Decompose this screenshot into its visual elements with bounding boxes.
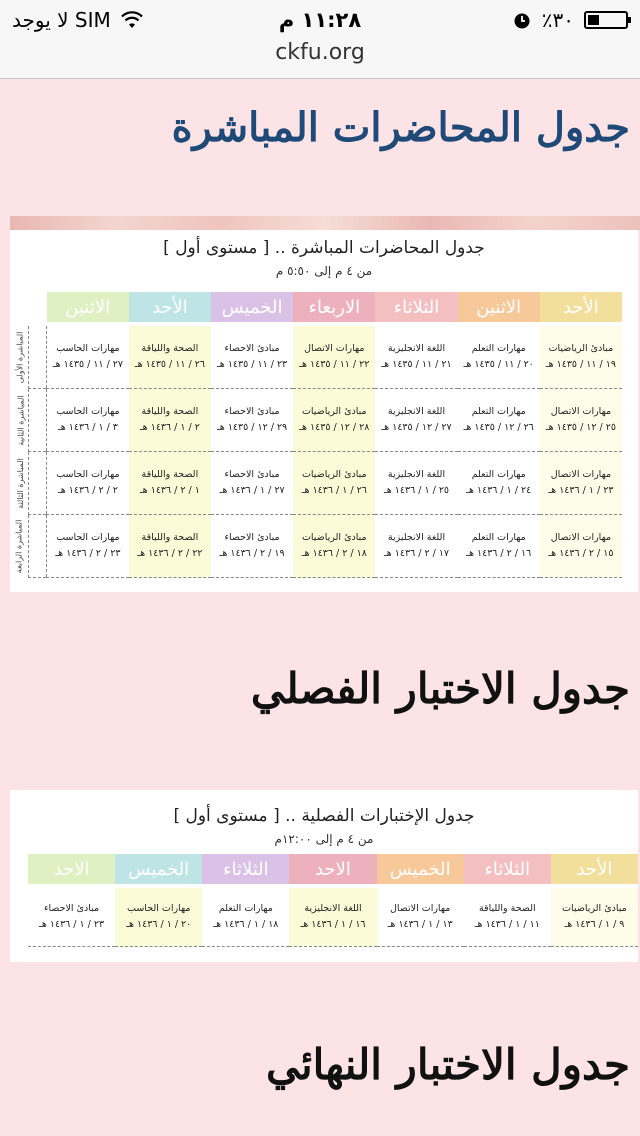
midterm-table-title: جدول الإختبارات الفصلية .. [ مستوى أول ] [173, 806, 475, 826]
table-row [28, 888, 638, 947]
date-label: ٢٨ / ١٢ / ١٤٣٥ هـ [299, 422, 370, 433]
day-header: الاحد [289, 854, 376, 884]
status-right [512, 8, 628, 32]
table-row [29, 389, 623, 452]
schedule-cell [211, 515, 293, 578]
schedule-cell [211, 452, 293, 515]
day-header: الاثنين [47, 292, 129, 322]
schedule-cell [540, 326, 622, 389]
day-header: الاثنين [458, 292, 540, 322]
day-header: الأحد [129, 292, 211, 322]
schedule-cell [458, 389, 540, 452]
date-label: ٢٢ / ١١ / ١٤٣٥ هـ [299, 359, 370, 370]
subject-label: مهارات الاتصال [550, 469, 612, 480]
subject-label: مبادئ الاحصاء [44, 903, 100, 914]
battery-icon [584, 11, 628, 29]
schedule-cell [293, 515, 375, 578]
day-header: الخميس [377, 854, 464, 884]
day-header: الأحد [551, 854, 638, 884]
day-header-row [29, 292, 623, 322]
date-label: ١٣ / ١ / ١٤٣٦ هـ [387, 919, 453, 930]
date-label: ٢٠ / ١ / ١٤٣٦ هـ [126, 919, 192, 930]
schedule-cell [551, 888, 638, 947]
schedule-cell [458, 515, 540, 578]
date-label: ٢٦ / ١٢ / ١٤٣٥ هـ [463, 422, 534, 433]
live-table-subtitle: من ٤ م إلى ٥:٥٠ م [275, 264, 373, 278]
date-label: ٢٣ / ١ / ١٤٣٦ هـ [39, 919, 105, 930]
date-label: ١٧ / ٢ / ١٤٣٦ هـ [383, 548, 450, 559]
subject-label: الصحة واللياقة [141, 532, 199, 543]
session-label [14, 515, 47, 578]
subject-label: اللغة الانجليزية [304, 903, 362, 914]
date-label: ٢١ / ١١ / ١٤٣٥ هـ [381, 359, 452, 370]
midterm-card [10, 790, 638, 962]
subject-label: مهارات الحاسب [56, 343, 120, 354]
day-header-row [28, 854, 638, 884]
status-bar [0, 0, 640, 40]
day-header: الاربعاء [293, 292, 375, 322]
day-header: الأحد [540, 292, 622, 322]
date-label: ٢٧ / ١٢ / ١٤٣٥ هـ [381, 422, 452, 433]
session-label-text: المباشرة الأولى [15, 331, 25, 383]
subject-label: مبادئ الرياضيات [301, 469, 367, 480]
schedule-cell [47, 515, 129, 578]
session-label-text: المباشرة الثانية [16, 394, 26, 446]
table-row [29, 515, 623, 578]
schedule-cell [540, 389, 622, 452]
session-label-text: المباشرة الثالثة [16, 457, 26, 509]
schedule-cell [129, 326, 211, 389]
subject-label: اللغة الانجليزية [387, 406, 446, 417]
date-label: ٩ / ١ / ١٤٣٦ هـ [564, 919, 625, 930]
schedule-cell [293, 389, 375, 452]
date-label: ٢٣ / ١١ / ١٤٣٥ هـ [216, 359, 288, 370]
subject-label: مبادئ الاحصاء [224, 469, 280, 480]
date-label: ٢٧ / ١ / ١٤٣٦ هـ [219, 485, 285, 496]
schedule-cell [458, 326, 540, 389]
schedule-cell [458, 452, 540, 515]
live-table-title: جدول المحاضرات المباشرة .. [ مستوى أول ] [163, 238, 485, 258]
url-text[interactable]: ckfu.org [275, 40, 365, 65]
date-label: ٢٣ / ٢ / ١٤٣٦ هـ [55, 548, 121, 559]
live-lectures-card [10, 230, 638, 592]
date-label: ٣ / ١ / ١٤٣٦ هـ [57, 422, 118, 433]
session-label-text: المباشرة الرابعة [14, 519, 24, 573]
schedule-cell [540, 452, 622, 515]
schedule-cell [129, 515, 211, 578]
subject-label: مبادئ الرياضيات [562, 903, 627, 914]
date-label: ٢٢ / ٢ / ١٤٣٦ هـ [137, 548, 203, 559]
day-header: الثلاثاء [375, 292, 457, 322]
date-label: ٢٥ / ١ / ١٤٣٦ هـ [383, 485, 450, 496]
session-label [16, 452, 47, 515]
subject-label: مبادئ الرياضيات [548, 343, 614, 354]
date-label: ١٦ / ٢ / ١٤٣٦ هـ [466, 548, 532, 559]
subject-label: مهارات الحاسب [127, 903, 191, 914]
schedule-cell [289, 888, 376, 947]
subject-label: مهارات التعلم [471, 406, 526, 417]
day-header: الخميس [115, 854, 202, 884]
subject-label: مهارات التعلم [471, 532, 526, 543]
floral-banner [10, 216, 640, 230]
subject-label: مهارات الحاسب [56, 469, 120, 480]
subject-label: اللغة الانجليزية [387, 343, 446, 354]
subject-label: مبادئ الاحصاء [224, 406, 280, 417]
subject-label: اللغة الانجليزية [387, 469, 446, 480]
day-header: الثلاثاء [202, 854, 289, 884]
subject-label: مهارات الاتصال [390, 903, 451, 914]
date-label: ٢ / ٢ / ١٤٣٦ هـ [57, 485, 118, 496]
day-header: الاحد [28, 854, 115, 884]
date-label: ٢٧ / ١١ / ١٤٣٥ هـ [52, 359, 124, 370]
alarm-icon [512, 10, 532, 30]
carrier-label: لا يوجد SIM [12, 8, 111, 32]
session-label [15, 326, 47, 389]
schedule-cell [28, 888, 115, 947]
subject-label: الصحة واللياقة [478, 903, 536, 914]
subject-label: مهارات التعلم [218, 903, 273, 914]
date-label: ١ / ٢ / ١٤٣٦ هـ [139, 485, 200, 496]
date-label: ١٨ / ٢ / ١٤٣٦ هـ [301, 548, 367, 559]
subject-label: الصحة واللياقة [141, 469, 199, 480]
date-label: ٢٦ / ١ / ١٤٣٦ هـ [301, 485, 367, 496]
subject-label: مبادئ الرياضيات [301, 406, 367, 417]
table-row [29, 326, 623, 389]
schedule-cell [115, 888, 202, 947]
schedule-cell [375, 452, 457, 515]
date-label: ٢٩ / ١٢ / ١٤٣٥ هـ [216, 422, 288, 433]
subject-label: مبادئ الاحصاء [224, 532, 280, 543]
subject-label: مهارات التعلم [471, 469, 526, 480]
date-label: ١٩ / ١١ / ١٤٣٥ هـ [545, 359, 616, 370]
date-label: ١٦ / ١ / ١٤٣٦ هـ [300, 919, 366, 930]
schedule-cell [47, 326, 129, 389]
subject-label: مهارات التعلم [471, 343, 526, 354]
subject-label: مبادئ الرياضيات [301, 532, 367, 543]
date-label: ٢٠ / ١١ / ١٤٣٥ هـ [463, 359, 534, 370]
schedule-cell [375, 326, 457, 389]
subject-label: الصحة واللياقة [141, 343, 199, 354]
table-row [29, 452, 623, 515]
schedule-cell [202, 888, 289, 947]
date-label: ١٩ / ٢ / ١٤٣٦ هـ [219, 548, 285, 559]
header-corner [29, 292, 47, 322]
midterm-table [28, 854, 638, 947]
subject-label: مهارات الاتصال [550, 406, 612, 417]
date-label: ١٥ / ٢ / ١٤٣٦ هـ [548, 548, 614, 559]
date-label: ٢٥ / ١٢ / ١٤٣٥ هـ [545, 422, 616, 433]
subject-label: مهارات الحاسب [56, 532, 120, 543]
date-label: ٢ / ١ / ١٤٣٦ هـ [139, 422, 200, 433]
heading-final: جدول الاختبار النهائي [265, 1040, 630, 1089]
schedule-cell [375, 389, 457, 452]
battery-percent: ٪٣٠ [541, 8, 574, 32]
schedule-cell [47, 389, 129, 452]
date-label: ١١ / ١ / ١٤٣٦ هـ [474, 919, 540, 930]
live-lectures-table [14, 292, 622, 578]
date-label: ١٨ / ١ / ١٤٣٦ هـ [213, 919, 279, 930]
url-bar[interactable] [0, 40, 640, 79]
schedule-cell [293, 452, 375, 515]
status-time: ١١:٢٨ م [278, 8, 362, 32]
day-header: الثلاثاء [464, 854, 551, 884]
subject-label: مهارات الاتصال [550, 532, 612, 543]
day-header: الخميس [211, 292, 293, 322]
session-label [16, 389, 47, 452]
heading-midterm: جدول الاختبار الفصلي [250, 664, 630, 713]
date-label: ٢٦ / ١١ / ١٤٣٥ هـ [134, 359, 205, 370]
schedule-cell [464, 888, 551, 947]
schedule-cell [129, 389, 211, 452]
schedule-cell [377, 888, 464, 947]
heading-live-lectures: جدول المحاضرات المباشرة [171, 104, 630, 151]
subject-label: اللغة الانجليزية [387, 532, 446, 543]
subject-label: مهارات الاتصال [304, 343, 365, 354]
midterm-table-subtitle: من ٤ م إلى ١٢:٠٠م [274, 832, 374, 846]
schedule-cell [47, 452, 129, 515]
schedule-cell [211, 326, 293, 389]
subject-label: مهارات الحاسب [56, 406, 120, 417]
schedule-cell [211, 389, 293, 452]
subject-label: الصحة واللياقة [141, 406, 199, 417]
date-label: ٢٣ / ١ / ١٤٣٦ هـ [548, 485, 614, 496]
subject-label: مبادئ الاحصاء [224, 343, 280, 354]
schedule-cell [129, 452, 211, 515]
date-label: ٢٤ / ١ / ١٤٣٦ هـ [466, 485, 532, 496]
schedule-cell [293, 326, 375, 389]
schedule-cell [375, 515, 457, 578]
schedule-cell [540, 515, 622, 578]
